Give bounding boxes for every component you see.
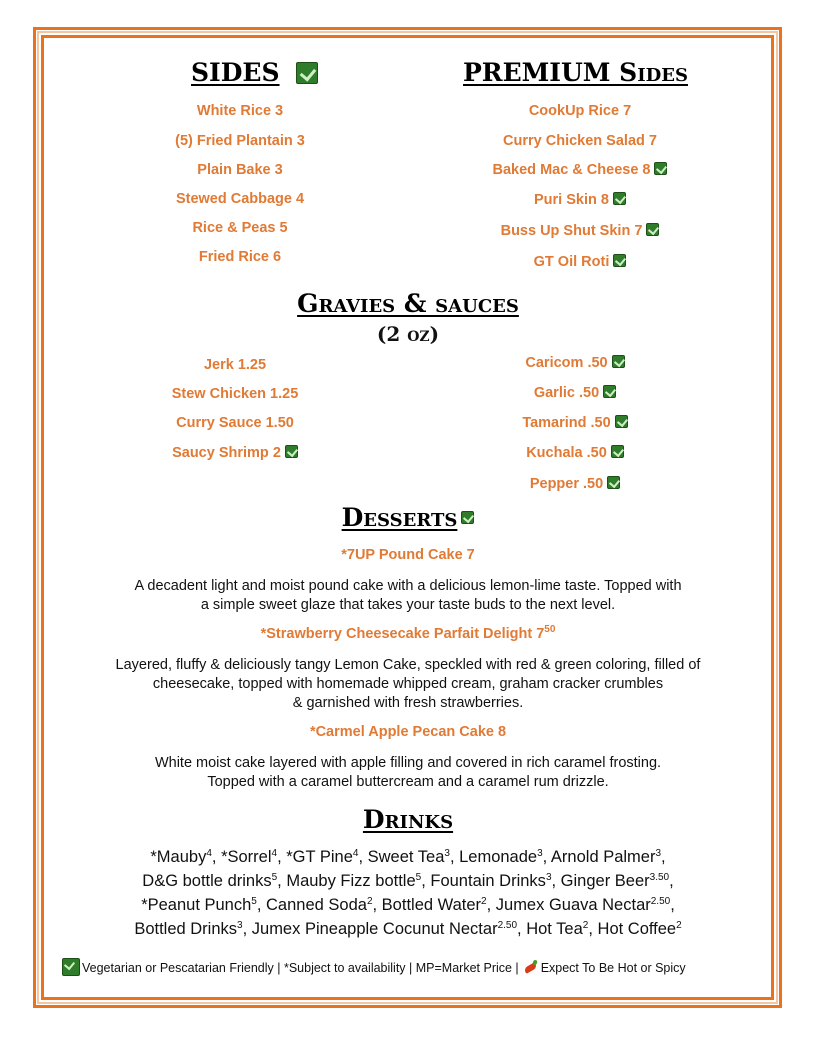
vegetarian-leaf-icon	[603, 385, 616, 398]
premium-item: Curry Chicken Salad 7	[503, 133, 657, 149]
vegetarian-leaf-icon	[613, 192, 626, 205]
drink-item: *Sorrel$^4$	[221, 848, 278, 866]
drink-item: Jumex Pineapple Cocunut Nectar$^{2.50}$	[251, 920, 518, 938]
drink-item: *Mauby$^4$	[150, 848, 212, 866]
drink-item: Bottled Water$^2$	[381, 896, 487, 914]
drink-item: Bottled Drinks$^3$	[134, 920, 243, 938]
legend-text: Vegetarian or Pescatarian Friendly | *Subject to availability | MP=Market Price |	[82, 961, 519, 975]
drinks-title: Drinks	[362, 805, 454, 834]
gravy-item: Kuchala .50	[470, 445, 680, 461]
sides-title: SIDES	[191, 58, 280, 87]
premium-item: Buss Up Shut Skin 7	[465, 223, 695, 239]
drink-item: Arnold Palmer$^3$	[550, 848, 662, 866]
premium-sides-list	[465, 103, 695, 283]
dessert-description: Layered, fluffy & deliciously tangy Lemon Cake, speckled with red & green coloring, filled of cheesecake, topped with homemade whipped cream, graham cracker crumbles & garnished with fresh strawberries.	[115, 657, 701, 711]
chili-pepper-icon	[522, 960, 538, 974]
gravies-heading	[0, 289, 816, 318]
premium-item: Puri Skin 8	[465, 192, 695, 208]
drink-item: *Peanut Punch$^5$	[141, 896, 257, 914]
vegetarian-leaf-icon	[62, 958, 80, 976]
dessert-description: A decadent light and moist pound cake with a delicious lemon-lime taste. Topped with a simple sweet glaze that takes your taste buds to the next level.	[134, 578, 682, 613]
gravy-item: Garlic .50	[470, 385, 680, 401]
vegetarian-leaf-icon	[607, 476, 620, 489]
vegetarian-leaf-icon	[646, 223, 659, 236]
vegetarian-leaf-icon	[611, 445, 624, 458]
premium-item: CookUp Rice 7	[528, 103, 632, 119]
vegetarian-leaf-icon	[654, 162, 667, 175]
drinks-list: *Mauby$^4$, *Sorrel$^4$, *GT Pine$^4$, Sweet Tea$^3$, Lemonade$^3$, Arnold Palmer$^3$, D&G bottle drinks$^5$, Mauby Fizz bottle$^5$, Fountain Drinks$^3$, Ginger Beer$^{3.50}$, *Peanut Punch$^5$, Canned Soda$^2$, Bottled Water$^2$, Jumex Guava Nectar$^{2.50}$, Bottled Drinks$^3$, Jumex Pineapple Cocunut Nectar$^{2.50}$, Hot Tea$^2$, Hot Coffee$^2$	[134, 848, 682, 938]
gravies-subtitle: (2 oz)	[376, 322, 440, 346]
gravy-item: Saucy Shrimp 2	[130, 445, 340, 461]
drink-item: Hot Coffee$^2$	[597, 920, 682, 938]
drink-item: Sweet Tea$^3$	[367, 848, 450, 866]
drink-item: Ginger Beer$^{3.50}$	[560, 872, 670, 890]
drink-item: Jumex Guava Nectar$^{2.50}$	[495, 896, 671, 914]
drink-item: Mauby Fizz bottle$^5$	[286, 872, 422, 890]
desserts-title: Desserts	[341, 503, 458, 532]
vegetarian-leaf-icon	[296, 62, 318, 84]
drink-item: Lemonade$^3$	[459, 848, 543, 866]
dessert-description: White moist cake layered with apple filling and covered in rich caramel frosting. Topped with a caramel buttercream and a caramel rum drizzle.	[154, 755, 662, 790]
gravies-left-list	[130, 357, 340, 467]
drink-item: D&G bottle drinks$^5$	[142, 872, 278, 890]
legend	[62, 958, 762, 976]
gravy-item: Stew Chicken 1.25	[171, 386, 299, 402]
sides-item: White Rice 3	[196, 103, 284, 119]
sides-item: Rice & Peas 5	[192, 220, 288, 236]
premium-sides-heading	[463, 58, 688, 87]
drink-item: Canned Soda$^2$	[266, 896, 373, 914]
sides-list	[130, 103, 350, 273]
dessert-name: *Strawberry Cheesecake Parfait Delight $7^{50}$	[260, 624, 556, 642]
vegetarian-leaf-icon	[461, 511, 474, 524]
sides-item: (5) Fried Plantain 3	[175, 133, 305, 149]
sides-item: Plain Bake 3	[197, 162, 283, 178]
vegetarian-leaf-icon	[285, 445, 298, 458]
sides-item: Stewed Cabbage 4	[175, 191, 305, 207]
sides-heading	[191, 58, 280, 87]
vegetarian-leaf-icon	[612, 355, 625, 368]
drink-item: Fountain Drinks$^3$	[430, 872, 552, 890]
gravies-title: Gravies & sauces	[297, 289, 519, 318]
vegetarian-leaf-icon	[615, 415, 628, 428]
sides-item: Fried Rice 6	[198, 249, 282, 265]
gravy-item: Pepper .50	[470, 476, 680, 492]
gravy-item: Caricom .50	[470, 355, 680, 371]
vegetarian-leaf-icon	[613, 254, 626, 267]
dessert-name: *7UP Pound Cake 7	[341, 547, 475, 563]
dessert-name: *Carmel Apple Pecan Cake 8	[309, 724, 507, 740]
drinks-heading	[0, 805, 816, 834]
desserts-heading	[0, 503, 816, 532]
drink-item: *GT Pine$^4$	[286, 848, 359, 866]
premium-item: GT Oil Roti	[465, 254, 695, 270]
drink-item: Hot Tea$^2$	[526, 920, 589, 938]
legend-spicy-text: Expect To Be Hot or Spicy	[540, 961, 686, 975]
premium-sides-title: PREMIUM Sides	[463, 58, 688, 87]
gravy-item: Tamarind .50	[470, 415, 680, 431]
gravy-item: Jerk 1.25	[203, 357, 267, 373]
gravy-item: Curry Sauce 1.50	[176, 415, 294, 431]
gravies-right-list	[470, 355, 680, 500]
premium-item: Baked Mac & Cheese 8	[465, 162, 695, 178]
